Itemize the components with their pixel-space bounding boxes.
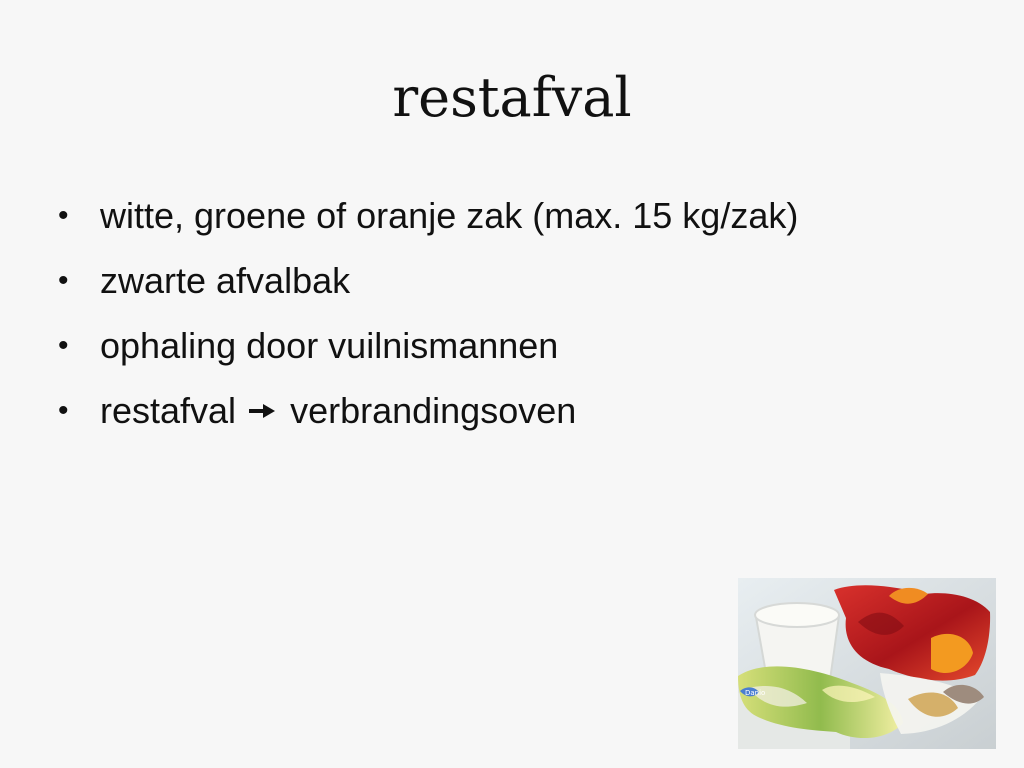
bullet-text: ophaling door vuilnismannen	[100, 324, 559, 366]
bullet-item	[58, 248, 798, 313]
bullet-text: witte, groene of oranje zak (max. 15 kg/zak)	[100, 194, 799, 236]
right-arrow-icon	[248, 401, 276, 421]
bullet-list	[58, 183, 798, 443]
bullet-icon: •	[58, 263, 69, 297]
waste-image	[738, 578, 996, 749]
residual-waste-photo	[738, 578, 996, 749]
package-brand-text: Danio	[745, 689, 766, 697]
bullet-item	[58, 378, 798, 443]
slide-title: restafval	[392, 66, 632, 129]
bullet-icon: •	[58, 328, 69, 362]
bullet-text: zwarte afvalbak	[100, 259, 351, 301]
bullet-text-end: verbrandingsoven	[290, 389, 577, 431]
bullet-text-start: restafval	[100, 389, 237, 431]
bullet-icon: •	[58, 198, 69, 232]
bullet-item	[58, 183, 798, 248]
bullet-icon: •	[58, 393, 69, 427]
bullet-item	[58, 313, 798, 378]
